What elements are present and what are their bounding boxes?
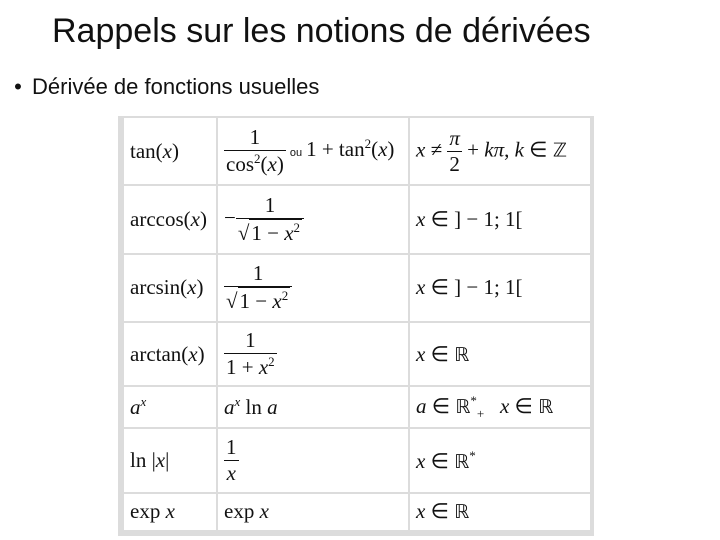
function-cell: arccos(x) [124,186,216,252]
fraction: $\frac{1}{x}$ [226,435,237,486]
derivative-cell: $a^x$ ln a [218,387,408,427]
domain-cell: x ≠ $\frac{\pi}{2}$ + kπ, k ∈ ℤ [410,118,590,184]
derivative-cell [218,255,408,321]
ou-label: ou [289,146,303,159]
table-row [124,118,590,184]
table-row [124,387,590,427]
derivative-cell [218,429,408,491]
derivatives-table [122,116,592,532]
domain-cell: a ∈ ℝ*$_+$ x ∈ ℝ [410,387,590,427]
table-row [124,186,590,252]
function-cell: arctan(x) [124,323,216,385]
fraction: $\frac{1}{1 + x^2}$ [226,328,275,380]
derivative-cell: exp x [218,494,408,530]
function-cell: tan(x) [124,118,216,184]
page-title: Rappels sur les notions de dérivées [52,12,591,50]
fraction: $\frac{\pi}{2}$ [449,125,460,176]
derivative-cell: $\frac{1}{\cos^2(x)}$ ou $1 + \tan^2(x)$ [218,118,408,184]
function-cell: $a^x$ [124,387,216,427]
table-row [124,323,590,385]
fraction: $\frac{1}{\cos^2(x)}$ [226,125,284,177]
function-cell: arcsin(x) [124,255,216,321]
derivative-cell: − $\frac{1}{√1 - x^2}$ [218,186,408,252]
bullet-item [4,74,319,100]
fraction: $\frac{1}{√1 - x^2}$ [236,193,304,246]
table-row [124,429,590,491]
function-cell: exp x [124,494,216,530]
sqrt: $√1 - x^2$ [237,219,301,245]
function-cell: ln |x| [124,429,216,491]
derivative-cell [218,323,408,385]
table-row [124,255,590,321]
domain-cell: x ∈ ℝ [410,494,590,530]
fraction: $\frac{1}{√1 - x^2}$ [224,261,292,314]
domain-cell: x ∈ ] − 1; 1[ [410,255,590,321]
domain-cell: x ∈ ℝ [410,323,590,385]
domain-cell: x ∈ ℝ* [410,429,590,491]
bullet-text: Dérivée de fonctions usuelles [32,74,320,99]
domain-cell: x ∈ ] − 1; 1[ [410,186,590,252]
derivatives-table-container [118,116,594,536]
sqrt: $√1 - x^2$ [226,288,289,314]
table-row [124,494,590,530]
bullet-dot: • [14,74,22,99]
